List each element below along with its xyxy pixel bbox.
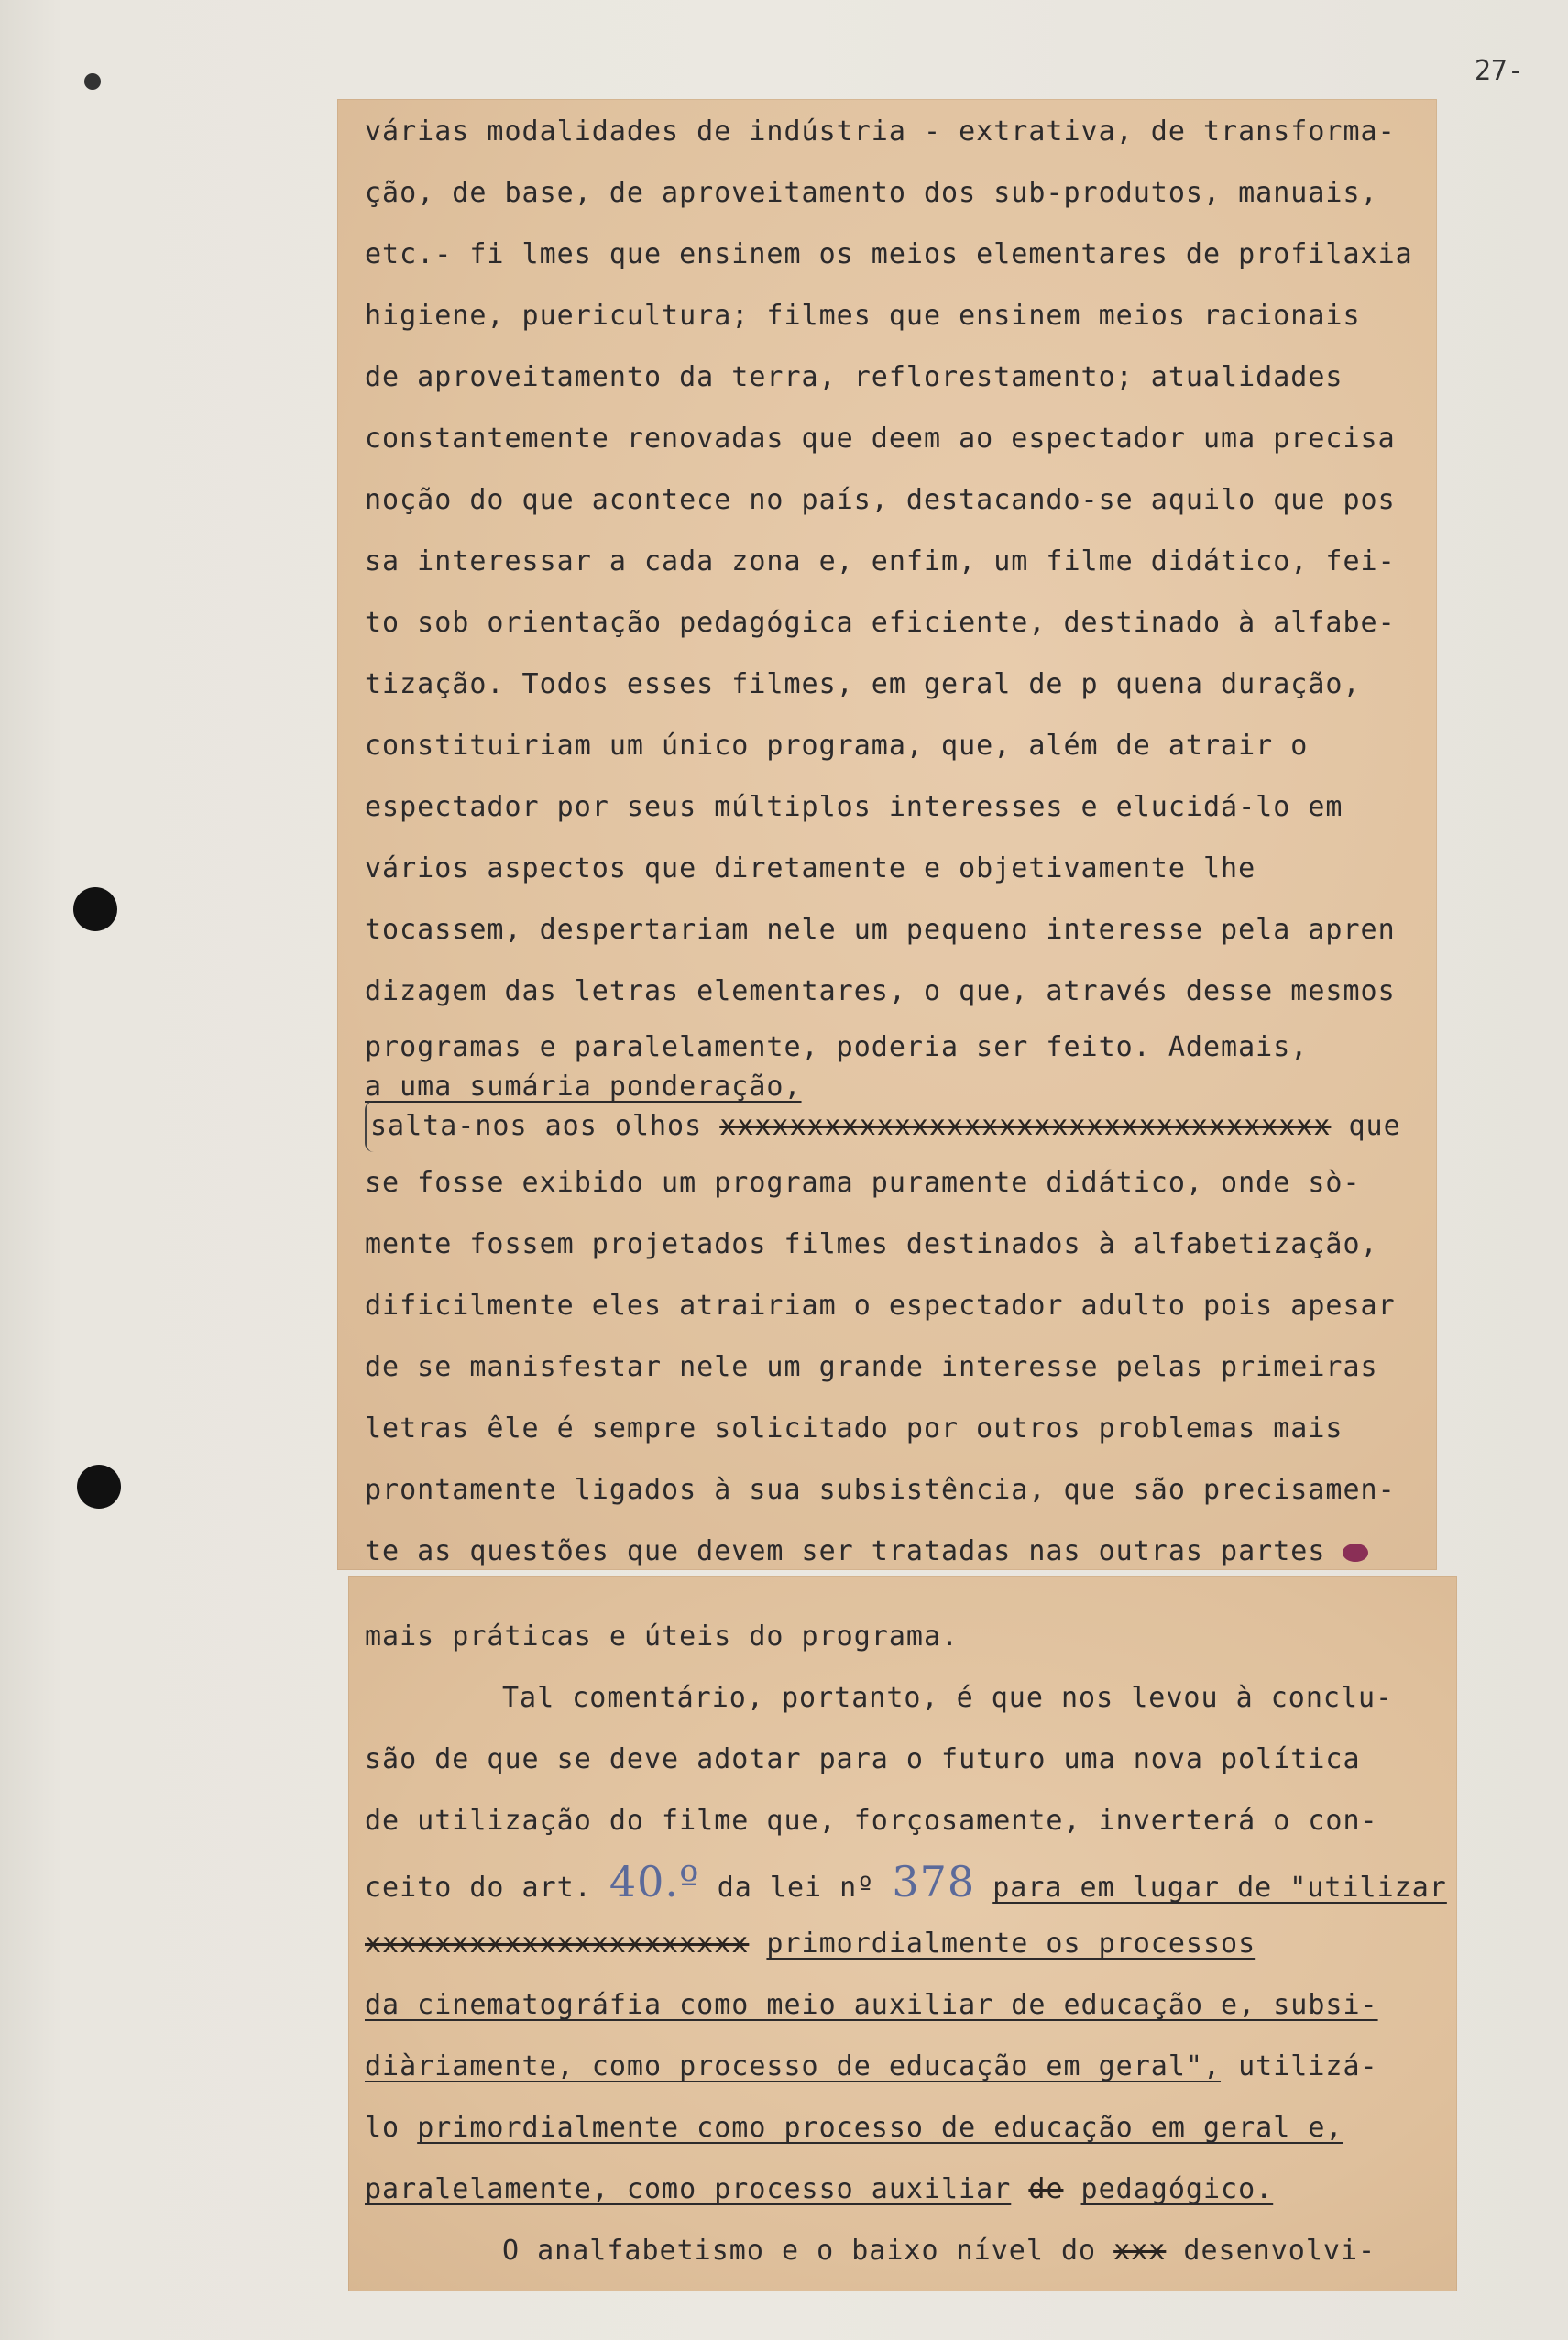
text-segment: desenvolvi-	[1183, 2235, 1376, 2267]
text-segment: ceito do art.	[365, 1872, 592, 1904]
text-line	[365, 2097, 1437, 2159]
text-segment: primordialmente os processos	[766, 1928, 1256, 1960]
text-line: se fosse exibido um programa puramente didático, onde sò-	[365, 1167, 1361, 1199]
struck-text: xxxxxxxxxxxxxxxxxxxxxx	[365, 1928, 750, 1960]
text-line: tização. Todos esses filmes, em geral de p quena duração,	[365, 668, 1361, 700]
text-line: são de que se deve adotar para o futuro uma nova política	[365, 1743, 1361, 1775]
text-line	[365, 1913, 1437, 1974]
struck-text: xxx	[1113, 2235, 1167, 2267]
text-segment: da cinematográfia como meio auxiliar de educação e, subsi-	[365, 1989, 1378, 2021]
text-segment: da lei nº	[717, 1872, 875, 1904]
struck-text: de	[1028, 2173, 1064, 2205]
text-line: letras êle é sempre solicitado por outros problemas mais	[365, 1412, 1343, 1445]
text-line: várias modalidades de indústria - extrativa, de transforma-	[365, 115, 1396, 148]
text-line	[365, 1521, 1437, 1582]
text-line	[365, 1974, 1437, 2036]
text-line	[365, 2159, 1437, 2220]
text-line: sa interessar a cada zona e, enfim, um filme didático, fei-	[365, 545, 1396, 577]
text-line: to sob orientação pedagógica eficiente, destinado à alfabe-	[365, 607, 1396, 639]
text-line: constantemente renovadas que deem ao espectador uma precisa	[365, 423, 1396, 455]
text-line: mente fossem projetados filmes destinados à alfabetização,	[365, 1228, 1378, 1260]
typed-text-lower	[365, 1606, 1447, 2281]
strike-line-prefix: salta-nos aos olhos	[365, 1101, 702, 1152]
text-line	[365, 2036, 1437, 2097]
text-line: tocassem, despertariam nele um pequeno interesse pela apren	[365, 914, 1396, 946]
text-line	[365, 1101, 1437, 1152]
text-line: programas e paralelamente, poderia ser feito. Ademais,	[365, 1031, 1309, 1063]
struck-text: xxxxxxxxxxxxxxxxxxxxxxxxxxxxxxxxxxx	[719, 1110, 1332, 1142]
typed-text-upper	[365, 101, 1437, 1582]
inserted-note-line	[365, 1073, 1437, 1101]
page-number: 27-	[1474, 55, 1524, 87]
text-segment: O analfabetismo e o baixo nível do	[502, 2235, 1097, 2267]
text-line: higiene, puericultura; filmes que ensinem meios racionais	[365, 300, 1361, 332]
text-line: constituiriam um único programa, que, além de atrair o	[365, 730, 1309, 762]
text-line: Tal comentário, portanto, é que nos levou à conclu-	[502, 1682, 1394, 1714]
text-segment: diàriamente, como processo de educação em geral",	[365, 2050, 1222, 2082]
text-line: dificilmente eles atrairiam o espectador adulto pois apesar	[365, 1290, 1396, 1322]
text-line: etc.- fi lmes que ensinem os meios elementares de profilaxia	[365, 238, 1413, 270]
text-segment: para em lugar de "utilizar	[992, 1872, 1447, 1904]
text-segment: paralelamente, como processo auxiliar	[365, 2173, 1012, 2205]
text-line-content: te as questões que devem ser tratadas nas outras partes	[365, 1535, 1326, 1567]
text-segment: primordialmente como processo de educação em geral e,	[417, 2112, 1343, 2144]
text-line: prontamente ligados à sua subsistência, que são precisamen-	[365, 1474, 1396, 1506]
text-line: de se manisfestar nele um grande interesse pelas primeiras	[365, 1351, 1378, 1383]
text-line	[365, 2220, 1437, 2281]
punch-hole-top	[73, 887, 117, 931]
punch-hole-bottom	[77, 1465, 121, 1509]
text-segment: utilizá-	[1238, 2050, 1378, 2082]
text-line: dizagem das letras elementares, o que, através desse mesmos	[365, 975, 1396, 1007]
text-line: ção, de base, de aproveitamento dos sub-produtos, manuais,	[365, 177, 1378, 209]
ink-stamp-mark	[1343, 1544, 1368, 1562]
text-line: de utilização do filme que, forçosamente, inverterá o con-	[365, 1805, 1378, 1837]
text-line	[365, 1851, 1447, 1913]
text-line: vários aspectos que diretamente e objetivamente lhe	[365, 852, 1256, 884]
text-line: de aproveitamento da terra, reflorestamento; atualidades	[365, 361, 1343, 393]
text-segment: pedagógico.	[1080, 2173, 1274, 2205]
text-line: espectador por seus múltiplos interesses e elucidá-lo em	[365, 791, 1343, 823]
strike-line-suffix: que	[1348, 1110, 1401, 1142]
punch-hole-mark	[84, 73, 101, 90]
text-line: mais práticas e úteis do programa.	[365, 1620, 959, 1653]
handwritten-article-number: 40.º	[609, 1857, 700, 1906]
inserted-note: a uma sumária ponderação,	[365, 1071, 802, 1103]
text-line: noção do que acontece no país, destacando-se aquilo que pos	[365, 484, 1396, 516]
handwritten-law-number: 378	[892, 1857, 976, 1906]
text-segment: lo	[365, 2112, 400, 2144]
